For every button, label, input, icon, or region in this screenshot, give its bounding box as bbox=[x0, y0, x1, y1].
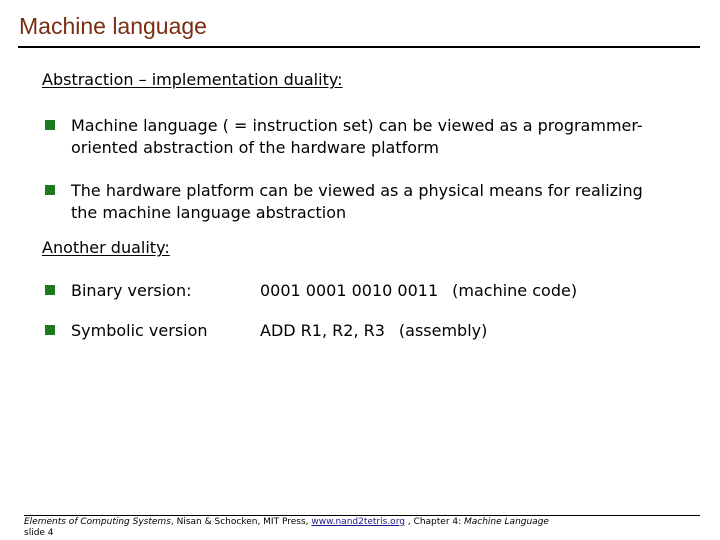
footer-chapter: , Chapter 4: bbox=[404, 517, 464, 527]
title-divider bbox=[18, 46, 700, 48]
binary-code-note: (machine code) bbox=[452, 281, 578, 300]
footer-slide-number: slide 4 bbox=[24, 528, 54, 538]
footer-citation-line bbox=[24, 517, 549, 528]
binary-version-label: Binary version: bbox=[71, 281, 192, 300]
square-bullet-icon bbox=[45, 325, 55, 335]
binary-version-value bbox=[260, 280, 577, 302]
square-bullet-icon bbox=[45, 285, 55, 295]
section-heading-abstraction: Abstraction – implementation duality: bbox=[42, 70, 343, 89]
symbolic-version-value bbox=[260, 320, 487, 342]
footer-authors-publisher: , Nisan & Schocken, MIT Press, bbox=[170, 517, 312, 527]
assembly-code-note: (assembly) bbox=[398, 321, 488, 340]
binary-code-text: 0001 0001 0010 0011 bbox=[260, 281, 439, 300]
footer-divider bbox=[24, 515, 700, 516]
symbolic-version-label: Symbolic version bbox=[71, 321, 208, 340]
assembly-code-text: ADD R1, R2, R3 bbox=[260, 321, 385, 340]
square-bullet-icon bbox=[45, 185, 55, 195]
bullet-text-line-1: The hardware platform can be viewed as a physical means for realizing bbox=[71, 181, 643, 200]
footer-book-title: Elements of Computing Systems bbox=[24, 517, 171, 527]
bullet-text-line-2: the machine language abstraction bbox=[71, 203, 347, 222]
section-heading-another-duality: Another duality: bbox=[42, 238, 170, 257]
footer-chapter-title: Machine Language bbox=[464, 517, 549, 527]
slide-title: Machine language bbox=[19, 13, 207, 39]
bullet-text-line-2: oriented abstraction of the hardware platform bbox=[71, 138, 439, 157]
bullet-text-line-1: Machine language ( = instruction set) can be viewed as a programmer- bbox=[71, 116, 643, 135]
footer-citation bbox=[24, 517, 549, 539]
square-bullet-icon bbox=[45, 120, 55, 130]
footer-website-link[interactable]: www.nand2tetris.org bbox=[311, 517, 405, 527]
